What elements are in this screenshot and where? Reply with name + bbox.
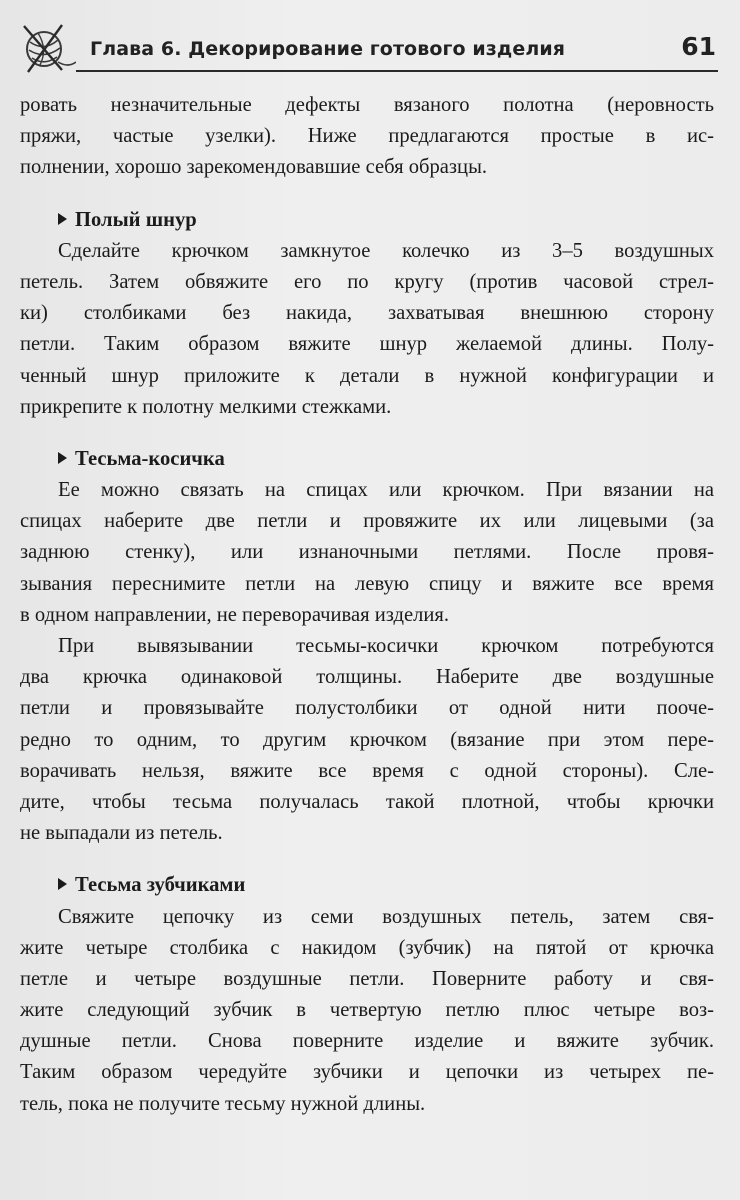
text-line: Ее можно связать на спицах или крючком. При вязании на [58, 479, 714, 502]
page-header [18, 16, 718, 86]
text-line: Таким образом чередуйте зубчики и цепочки из четырех пе- [20, 1061, 714, 1084]
text-line: ровать незначительные дефекты вязаного полотна (неровность [20, 94, 714, 116]
text-line: зывания переснимите петли на левую спицу и вяжите все время [20, 572, 714, 595]
text-line: дите, чтобы тесьма получалась такой плотной, чтобы крючки [20, 790, 714, 813]
page-number: 61 [681, 32, 716, 61]
text-line: Свяжите цепочку из семи воздушных петель, затем свя- [58, 905, 714, 928]
triangle-bullet-icon [58, 452, 67, 464]
chapter-title: Глава 6. Декорирование готового изделия [90, 38, 566, 60]
paragraph [20, 902, 714, 1120]
triangle-bullet-icon [58, 213, 67, 225]
text-line: петли. Таким образом вяжите шнур желаемой длины. Полу- [20, 333, 714, 356]
text-line: пряжи, частые узелки). Ниже предлагаются простые в ис- [20, 125, 714, 148]
text-line: редно то одним, то другим крючком (вязание при этом пере- [20, 728, 714, 751]
text-line: Сделайте крючком замкнутое колечко из 3–5 воздушных [58, 239, 714, 262]
text-line: тель, пока не получите тесьму нужной длины. [20, 1092, 426, 1115]
triangle-bullet-icon [58, 878, 67, 890]
text-line: заднюю стенку), или изнаночными петлями. После провя- [20, 541, 714, 564]
yarn-ball-icon [18, 22, 76, 76]
body-text [20, 90, 714, 1120]
text-line: душные петли. Снова поверните изделие и вяжите зубчик. [20, 1030, 714, 1053]
text-line: ворачивать нельзя, вяжите все время с одной стороны). Сле- [20, 759, 714, 782]
text-line: жите следующий зубчик в четвертую петлю плюс четыре воз- [20, 999, 714, 1022]
text-line: в одном направлении, не переворачивая изделия. [20, 603, 450, 626]
intro-paragraph [20, 90, 714, 184]
text-line: два крючка одинаковой толщины. Наберите две воздушные [20, 666, 714, 689]
text-line: жите четыре столбика с накидом (зубчик) на пятой от крючка [20, 936, 714, 959]
text-line: При вывязывании тесьмы-косички крючком потребуются [58, 635, 714, 657]
paragraph [20, 631, 714, 849]
text-line: прикрепите к полотну мелкими стежками. [20, 395, 392, 418]
text-line: петель. Затем обвяжите его по кругу (против часовой стрел- [20, 270, 714, 293]
text-line: полнении, хорошо зарекомендовавшие себя образцы. [20, 156, 488, 179]
section-scalloped-tape [20, 870, 714, 1120]
section-braid-tape [20, 444, 714, 849]
paragraph [20, 236, 714, 423]
text-line: ки) столбиками без накида, захватывая внешнюю сторону [20, 302, 714, 325]
section-heading: Тесьма зубчиками [20, 870, 714, 901]
section-hollow-cord [20, 205, 714, 423]
text-line: спицах наберите две петли и провяжите их или лицевыми (за [20, 510, 714, 533]
header-rule [76, 70, 718, 72]
text-line: не выпадали из петель. [20, 822, 223, 845]
section-heading: Тесьма-косичка [20, 444, 714, 475]
text-line: петли и провязывайте полустолбики от одной нити пооче- [20, 697, 714, 720]
section-heading: Полый шнур [20, 205, 714, 236]
text-line: петле и четыре воздушные петли. Поверните работу и свя- [20, 967, 714, 990]
text-line: ченный шнур приложите к детали в нужной конфигурации и [20, 364, 714, 387]
paragraph [20, 475, 714, 631]
